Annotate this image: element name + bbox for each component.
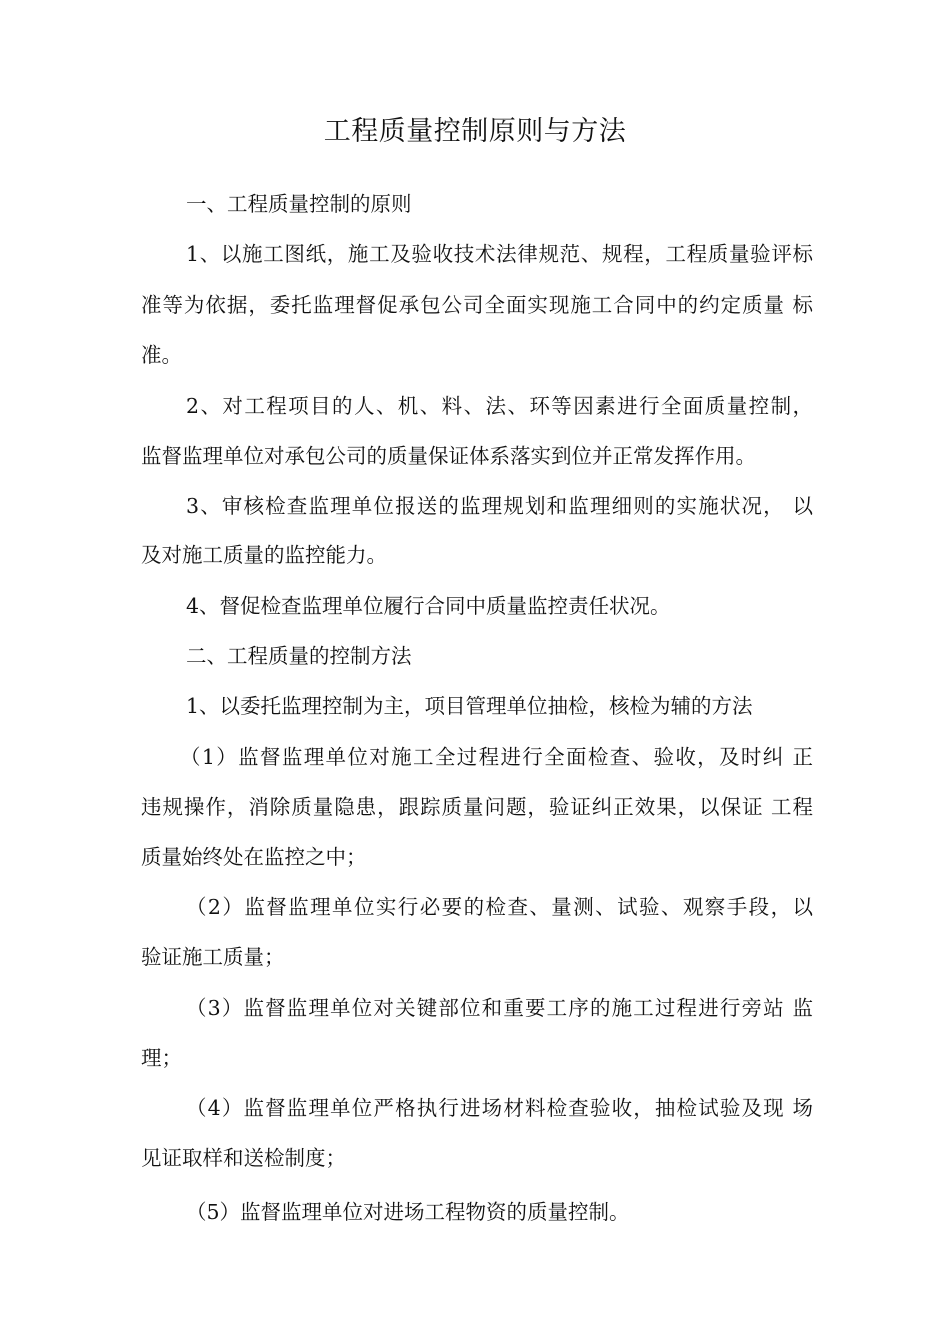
paragraph-line: 质量始终处在监控之中； [141, 845, 367, 869]
paragraph-line: （5）监督监理单位对进场工程物资的质量控制。 [186, 1200, 630, 1224]
section-heading-methods: 二、工程质量的控制方法 [186, 644, 412, 668]
paragraph-line: 验证施工质量； [141, 945, 285, 969]
paragraph-line: 及对施工质量的监控能力。 [141, 543, 387, 567]
paragraph-line: （4）监督监理单位严格执行进场材料检查验收，抽检试验及现 场 [186, 1096, 813, 1120]
paragraph-line: 准。 [141, 343, 182, 367]
paragraph-line: 违规操作，消除质量隐患，跟踪质量问题，验证纠正效果，以保证 工程 [141, 795, 813, 819]
paragraph-line: （2）监督监理单位实行必要的检查、量测、试验、观察手段，以 [186, 895, 813, 919]
paragraph-line: 理； [141, 1046, 182, 1070]
paragraph-line: 3、审核检查监理单位报送的监理规划和监理细则的实施状况， 以 [186, 494, 813, 518]
paragraph-line: 4、督促检查监理单位履行合同中质量监控责任状况。 [186, 594, 671, 618]
paragraph-line: （3）监督监理单位对关键部位和重要工序的施工过程进行旁站 监 [186, 996, 813, 1020]
page-title: 工程质量控制原则与方法 [323, 116, 627, 147]
paragraph-line: 1、以委托监理控制为主，项目管理单位抽检，核检为辅的方法 [186, 694, 753, 718]
paragraph-line: 监督监理单位对承包公司的质量保证体系落实到位并正常发挥作用。 [141, 444, 756, 468]
paragraph-line: 2、对工程项目的人、机、料、法、环等因素进行全面质量控制， [186, 394, 813, 418]
paragraph-line: 准等为依据，委托监理督促承包公司全面实现施工合同中的约定质量 标 [141, 293, 813, 317]
paragraph-line: （1）监督监理单位对施工全过程进行全面检查、验收，及时纠 正 [180, 745, 813, 769]
paragraph-line: 见证取样和送检制度； [141, 1146, 346, 1170]
section-heading-principles: 一、工程质量控制的原则 [186, 192, 412, 216]
paragraph-line: 1、以施工图纸，施工及验收技术法律规范、规程，工程质量验评标 [186, 242, 813, 266]
